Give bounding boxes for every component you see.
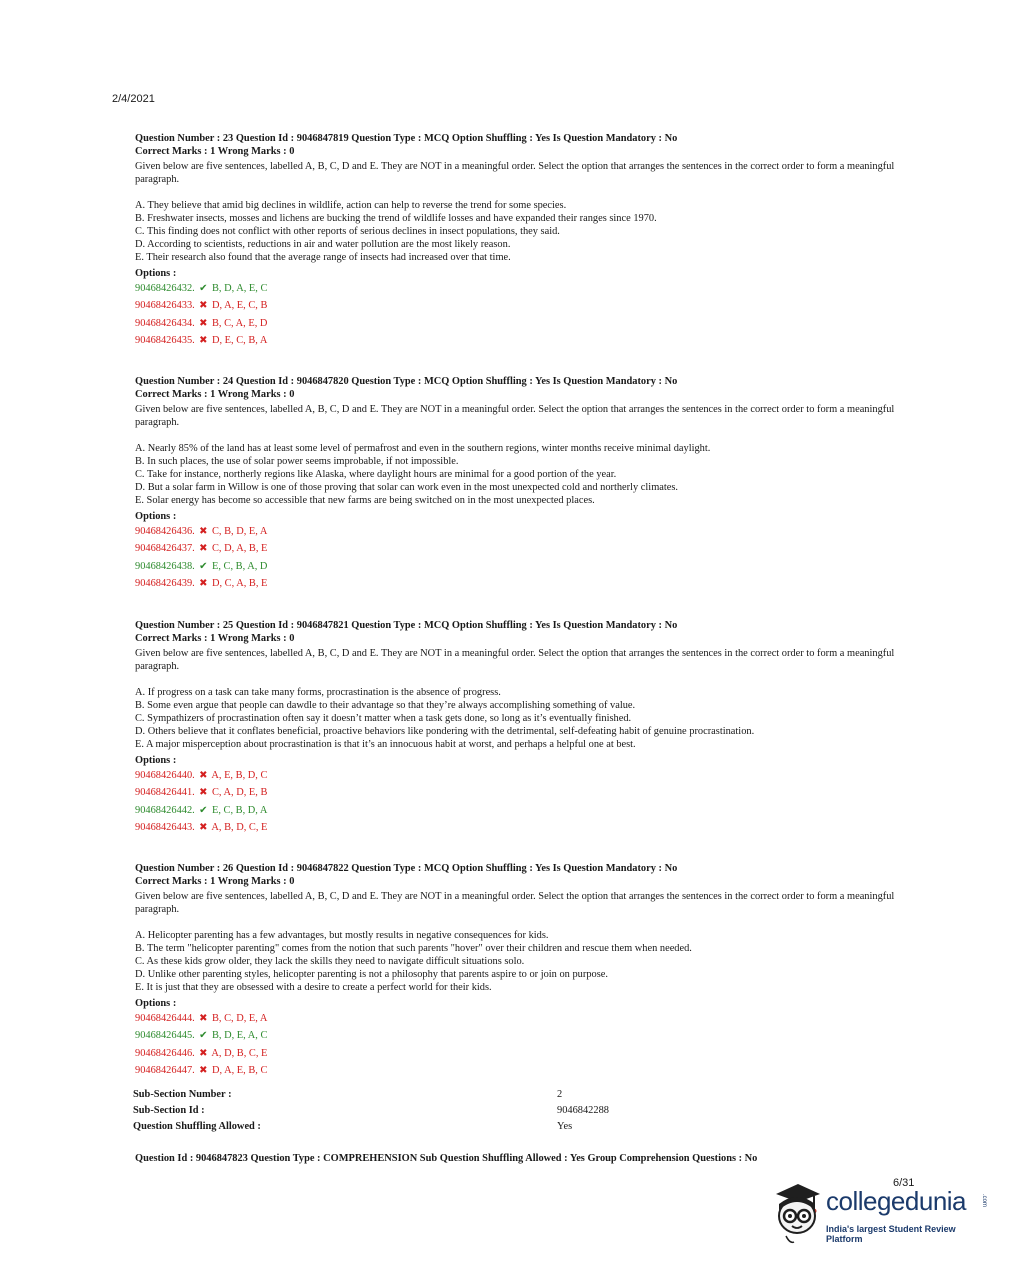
subsection-label: Question Shuffling Allowed :	[133, 1121, 261, 1132]
sentence-item: C. Sympathizers of procrastination often say it doesn’t matter when a task gets done, so long as it’s eventually finished.	[135, 713, 632, 724]
subsection-label: Sub-Section Number :	[133, 1089, 232, 1100]
option-text: B, D, E, A, C	[211, 1030, 268, 1042]
print-date: 2/4/2021	[112, 93, 155, 105]
option-text: D, A, E, B, C	[211, 1064, 268, 1076]
cross-icon: ✖	[199, 770, 208, 781]
sentence-list	[135, 442, 895, 507]
sentence-item: B. In such places, the use of solar power seems improbable, if not impossible.	[135, 456, 459, 467]
question-instruction: Given below are five sentences, labelled A, B, C, D and E. They are NOT in a meaningful order. Select the option that arranges the sentences in the correct order to form a meaningful paragraph.	[135, 648, 895, 672]
option-item	[135, 1010, 895, 1027]
option-text: A, D, B, C, E	[211, 1047, 268, 1059]
option-item	[135, 332, 895, 349]
options-list	[135, 767, 895, 836]
question-marks: Correct Marks : 1 Wrong Marks : 0	[135, 876, 295, 887]
cross-icon: ✖	[199, 334, 208, 346]
check-icon: ✔	[199, 1030, 208, 1042]
option-id: 90468426434.	[135, 317, 195, 329]
mascot-icon	[768, 1180, 824, 1246]
options-label: Options :	[135, 998, 177, 1009]
sentence-item: D. Unlike other parenting styles, helicopter parenting is not a philosophy that parents aspire to or join on purpose.	[135, 969, 608, 980]
subsection-value: 2	[557, 1089, 563, 1100]
cross-icon: ✖	[199, 526, 208, 537]
question-block	[135, 619, 895, 836]
question-block	[135, 862, 895, 1079]
question-instruction: Given below are five sentences, labelled A, B, C, D and E. They are NOT in a meaningful order. Select the option that arranges the sentences in the correct order to form a meaningful paragraph.	[135, 404, 895, 428]
option-id: 90468426447.	[135, 1064, 195, 1076]
subsection-value: 9046842288	[557, 1105, 609, 1116]
sentence-list	[135, 199, 895, 264]
subsection-row	[133, 1119, 609, 1135]
sentence-item: C. Take for instance, northerly regions like Alaska, where daylight hours are minimal for a good portion of the year.	[135, 469, 617, 480]
option-item	[135, 767, 895, 784]
question-marks: Correct Marks : 1 Wrong Marks : 0	[135, 633, 295, 644]
cross-icon: ✖	[199, 543, 208, 555]
sentence-item: B. The term "helicopter parenting" comes from the notion that such parents "hover" over their children and rescue them when needed.	[135, 943, 692, 954]
option-text: A, B, D, C, E	[211, 821, 268, 833]
question-marks: Correct Marks : 1 Wrong Marks : 0	[135, 146, 295, 157]
option-id: 90468426440.	[135, 770, 195, 781]
cross-icon: ✖	[199, 317, 208, 329]
option-item	[135, 523, 895, 540]
option-item	[135, 575, 895, 592]
option-text: D, E, C, B, A	[211, 334, 268, 346]
check-icon: ✔	[199, 560, 208, 572]
option-id: 90468426446.	[135, 1047, 195, 1059]
check-icon: ✔	[199, 804, 208, 816]
question-header: Question Number : 24 Question Id : 9046847820 Question Type : MCQ Option Shuffling : Yes Is Question Mandatory : No	[135, 376, 678, 387]
sentence-item: A. Helicopter parenting has a few advantages, but mostly results in negative consequences for kids.	[135, 930, 549, 941]
sentence-item: A. Nearly 85% of the land has at least some level of permafrost and even in the southern regions, winter months receive minimal daylight.	[135, 443, 711, 454]
page-number: 6/31	[893, 1177, 915, 1189]
question-header: Question Number : 23 Question Id : 9046847819 Question Type : MCQ Option Shuffling : Yes Is Question Mandatory : No	[135, 133, 678, 144]
question-marks: Correct Marks : 1 Wrong Marks : 0	[135, 389, 295, 400]
option-item	[135, 1062, 895, 1079]
option-text: B, C, A, E, D	[211, 317, 268, 329]
logo-tagline: India's largest Student Review Platform	[826, 1224, 956, 1244]
options-list	[135, 1010, 895, 1079]
question-block	[135, 132, 895, 349]
option-item	[135, 280, 895, 297]
logo-wordmark: collegedunia	[826, 1186, 967, 1216]
subsection-row	[133, 1103, 609, 1119]
option-item	[135, 540, 895, 557]
option-id: 90468426433.	[135, 300, 195, 312]
subsection-label: Sub-Section Id :	[133, 1105, 205, 1116]
options-label: Options :	[135, 268, 177, 279]
sentence-item: E. Solar energy has become so accessible that new farms are being switched on in the most unexpected places.	[135, 495, 595, 506]
sentence-item: C. As these kids grow older, they lack the skills they need to navigate difficult situations solo.	[135, 956, 525, 967]
option-text: E, C, B, D, A	[211, 804, 268, 816]
question-header: Question Number : 26 Question Id : 9046847822 Question Type : MCQ Option Shuffling : Yes Is Question Mandatory : No	[135, 863, 678, 874]
option-item	[135, 802, 895, 819]
sentence-item: C. This finding does not conflict with other reports of serious declines in insect populations, they said.	[135, 226, 560, 237]
question-block	[135, 375, 895, 592]
cross-icon: ✖	[199, 1013, 208, 1024]
option-text: B, D, A, E, C	[211, 283, 268, 294]
sentence-item: D. Others believe that it conflates beneficial, proactive behaviors like pondering with the detrimental, self-defeating habit of genuine procrastination.	[135, 726, 755, 737]
cross-icon: ✖	[199, 1047, 208, 1059]
option-id: 90468426436.	[135, 526, 195, 537]
options-list	[135, 280, 895, 349]
cross-icon: ✖	[199, 300, 208, 312]
options-label: Options :	[135, 511, 177, 522]
subsection-value: Yes	[557, 1121, 573, 1132]
option-item	[135, 1045, 895, 1062]
option-id: 90468426444.	[135, 1013, 195, 1024]
options-label: Options :	[135, 755, 177, 766]
option-id: 90468426439.	[135, 577, 195, 589]
option-text: B, C, D, E, A	[211, 1013, 268, 1024]
option-item	[135, 315, 895, 332]
option-text: D, A, E, C, B	[211, 300, 268, 312]
comprehension-header: Question Id : 9046847823 Question Type : COMPREHENSION Sub Question Shuffling Allowed : Yes Group Comprehension Questions : No	[135, 1153, 758, 1164]
sentence-item: B. Freshwater insects, mosses and lichens are bucking the trend of wildlife losses and have expanded their ranges since 1970.	[135, 213, 657, 224]
option-id: 90468426443.	[135, 821, 195, 833]
option-text: C, D, A, B, E	[211, 543, 268, 555]
option-id: 90468426438.	[135, 560, 195, 572]
sentence-item: E. It is just that they are obsessed with a desire to create a perfect world for their kids.	[135, 982, 492, 993]
subsection-info	[133, 1087, 609, 1135]
option-text: E, C, B, A, D	[211, 560, 268, 572]
option-item	[135, 558, 895, 575]
question-instruction: Given below are five sentences, labelled A, B, C, D and E. They are NOT in a meaningful order. Select the option that arranges the sentences in the correct order to form a meaningful paragraph.	[135, 891, 895, 915]
option-text: C, A, D, E, B	[211, 787, 268, 799]
option-text: C, B, D, E, A	[211, 526, 268, 537]
sentence-item: D. According to scientists, reductions in air and water pollution are the most likely reason.	[135, 239, 511, 250]
cross-icon: ✖	[199, 821, 208, 833]
cross-icon: ✖	[199, 787, 208, 799]
sentence-item: E. A major misperception about procrastination is that it’s an innocuous habit at worst, and perhaps a helpful one at best.	[135, 739, 636, 750]
check-icon: ✔	[199, 283, 208, 294]
option-item	[135, 819, 895, 836]
question-instruction: Given below are five sentences, labelled A, B, C, D and E. They are NOT in a meaningful order. Select the option that arranges the sentences in the correct order to form a meaningful paragraph.	[135, 161, 895, 185]
sentence-item: A. If progress on a task can take many forms, procrastination is the absence of progress.	[135, 687, 501, 698]
sentence-item: E. Their research also found that the average range of insects had increased over that time.	[135, 252, 511, 263]
option-item	[135, 297, 895, 314]
cross-icon: ✖	[199, 577, 208, 589]
option-id: 90468426445.	[135, 1030, 195, 1042]
option-text: D, C, A, B, E	[211, 577, 268, 589]
option-text: A, E, B, D, C	[211, 770, 268, 781]
option-item	[135, 1027, 895, 1044]
logo-suffix: .com	[981, 1194, 987, 1208]
option-id: 90468426432.	[135, 283, 195, 294]
sentence-list	[135, 929, 895, 994]
option-id: 90468426441.	[135, 787, 195, 799]
sentence-item: B. Some even argue that people can dawdle to their advantage so that they’re always accomplishing something of value.	[135, 700, 636, 711]
option-item	[135, 784, 895, 801]
option-id: 90468426442.	[135, 804, 195, 816]
subsection-row	[133, 1087, 609, 1103]
options-list	[135, 523, 895, 592]
option-id: 90468426437.	[135, 543, 195, 555]
sentence-item: D. But a solar farm in Willow is one of those proving that solar can work even in the most unexpected cold and northerly climates.	[135, 482, 679, 493]
sentence-list	[135, 686, 895, 751]
option-id: 90468426435.	[135, 334, 195, 346]
collegedunia-logo	[768, 1180, 993, 1246]
sentence-item: A. They believe that amid big declines in wildlife, action can help to reverse the trend for some species.	[135, 200, 567, 211]
question-header: Question Number : 25 Question Id : 9046847821 Question Type : MCQ Option Shuffling : Yes Is Question Mandatory : No	[135, 620, 678, 631]
cross-icon: ✖	[199, 1064, 208, 1076]
